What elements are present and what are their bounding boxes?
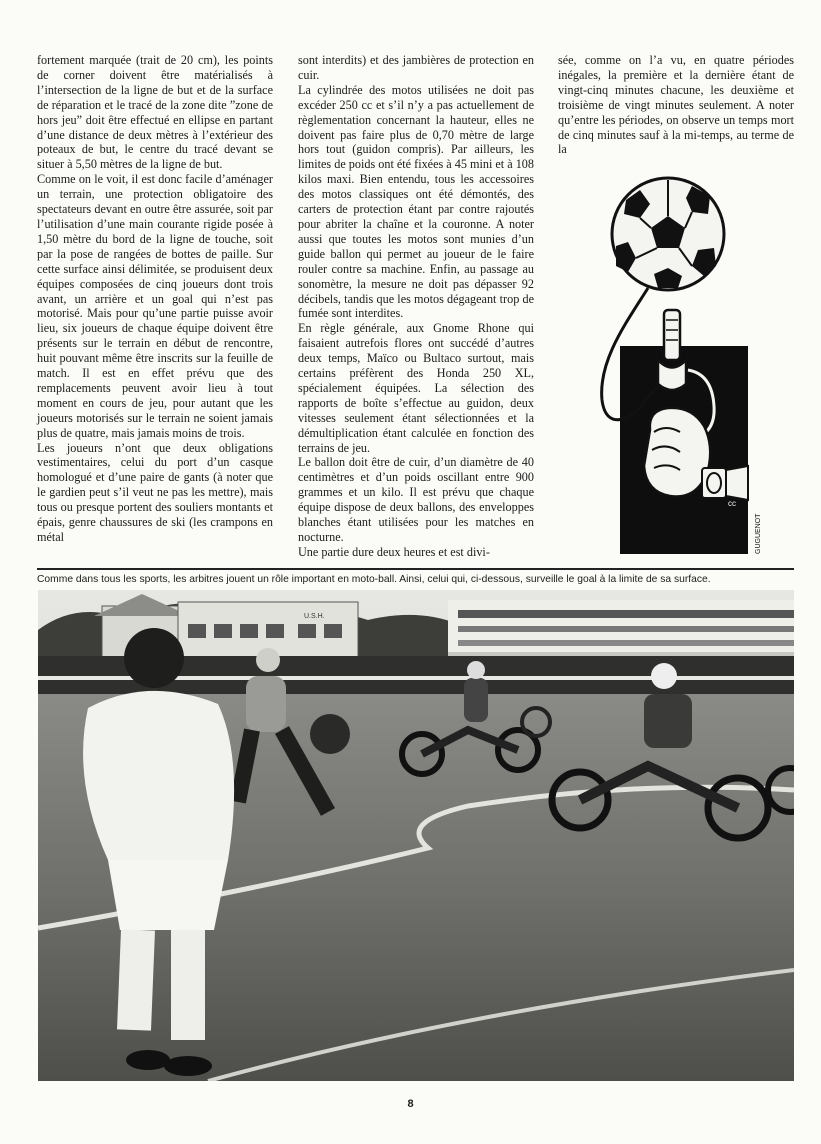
paragraph: La cylindrée des motos utilisées ne doit pas excéder 250 cc et s’il n’y a pas actuellement de règlementation concernant la hauteur, elles ne doivent pas faire plus de 0,70 mètre de large hors tout (guidon compris). Par ailleurs, les limites de poids ont été fixées à 45 mini et à 108 kilos maxi. Bien entendu, tous les accessoires des motos classiques ont été démontés, des carters de protection étant par contre rajoutés pour abriter la chaîne et la couronne. A noter aussi que toutes les motos sont munies d’un guide ballon qui permet au joueur de le faire rouler contre sa machine. Enfin, au passage au sonomètre, la mesure ne doit pas dépasser 92 décibels, tandis que les motos dégageant trop de fumée sont interdites. [298,82,534,321]
paragraph: Les joueurs n’ont que deux obligations vestimentaires, celui du port d’un casque homologué et d’une paire de gants (à noter que le gardien peut s’il veut ne pas les mettre), mais tous ou presque portent des souliers montants et épais, genre chaussures de ski (les crampons en métal [37,440,273,544]
stand-sign: U.S.H. [304,613,325,620]
article-column-2 [298,53,534,560]
caption-divider [37,568,794,570]
article-column-1 [37,53,273,545]
paragraph: En règle générale, aux Gnome Rhone qui faisaient autrefois flores ont succédé d’autres deux temps, Maïco ou Bultaco surtout, mais certains préfèrent des Honda 250 XL, spécialement équipées. La sélection des rapports de boîte s’effectue au guidon, deux vitesses seulement étant sélectionnées et la démultiplication étant calculée en fonction des terrains de jeu. [298,321,534,455]
cartoon-illustration [588,170,774,556]
article-column-3 [558,53,794,157]
paragraph: Comme on le voit, il est donc facile d’aménager un terrain, une protection obligatoire des spectateurs devant en outre être assurée, soit par l’utilisation d’une main courante rigide posée à 1,50 mètre du bord de la ligne de touche, soit par la pose de rangées de bottes de paille. Sur cette surface ainsi délimitée, se produisent deux équipes composées de cinq joueurs dont trois avant, un arrière et un goal qui n’est pas motorisé. Mais pour qu’une partie puisse avoir lieu, six joueurs de chaque équipe doivent être présents sur le terrain en début de rencontre, huit pouvant même être inscrits sur la feuille de match. Il est en effet prévu que des remplacements peuvent avoir lieu à tout moment en cours de jeu, pour autant que les joueurs motorisés sur le terrain ne soient jamais plus de quatre, mais jamais moins de trois. [37,172,273,440]
paragraph: Le ballon doit être de cuir, d’un diamètre de 40 centimètres et d’un poids oscillant entre 900 grammes et un kilo. Il est prévu que chaque équipe dispose de deux ballons, des enveloppes blanches étant utilisées pour les matches en nocturne. [298,455,534,544]
paragraph: fortement marquée (trait de 20 cm), les points de corner doivent être matérialisés à l’intersection de la ligne de but et de la surface de réparation et le tracé de la zone dite ”zone de hors jeu” doit être effectué en ellipse en partant d’une distance de deux mètres à l’extérieur des poteaux de but, le centre du tracé devant se situer à 5,50 mètres de la ligne de but. [37,53,273,172]
artist-signature: GUGUENOT [755,513,762,554]
photo-caption: Comme dans tous les sports, les arbitres jouent un rôle important en moto-ball. Ainsi, celui qui, ci-dessous, surveille le goal à la limite de sa surface. [37,574,711,585]
page-number: 8 [407,1098,414,1110]
gauge-mark: cc [728,499,736,508]
match-ball [310,714,350,754]
paragraph: sée, comme on l’a vu, en quatre périodes inégales, la première et la dernière étant de vingt-cinq minutes chacune, les deuxième et troisième de vingt minutes seulement. A noter qu’entre les périodes, on observe un temps mort de cinq minutes sauf à la mi-temps, au terme de la [558,53,794,157]
paragraph: Une partie dure deux heures et est divi- [298,544,490,559]
paragraph: sont interdits) et des jambières de protection en cuir. [298,53,534,82]
match-photograph [38,590,794,1081]
football-icon [612,178,724,290]
